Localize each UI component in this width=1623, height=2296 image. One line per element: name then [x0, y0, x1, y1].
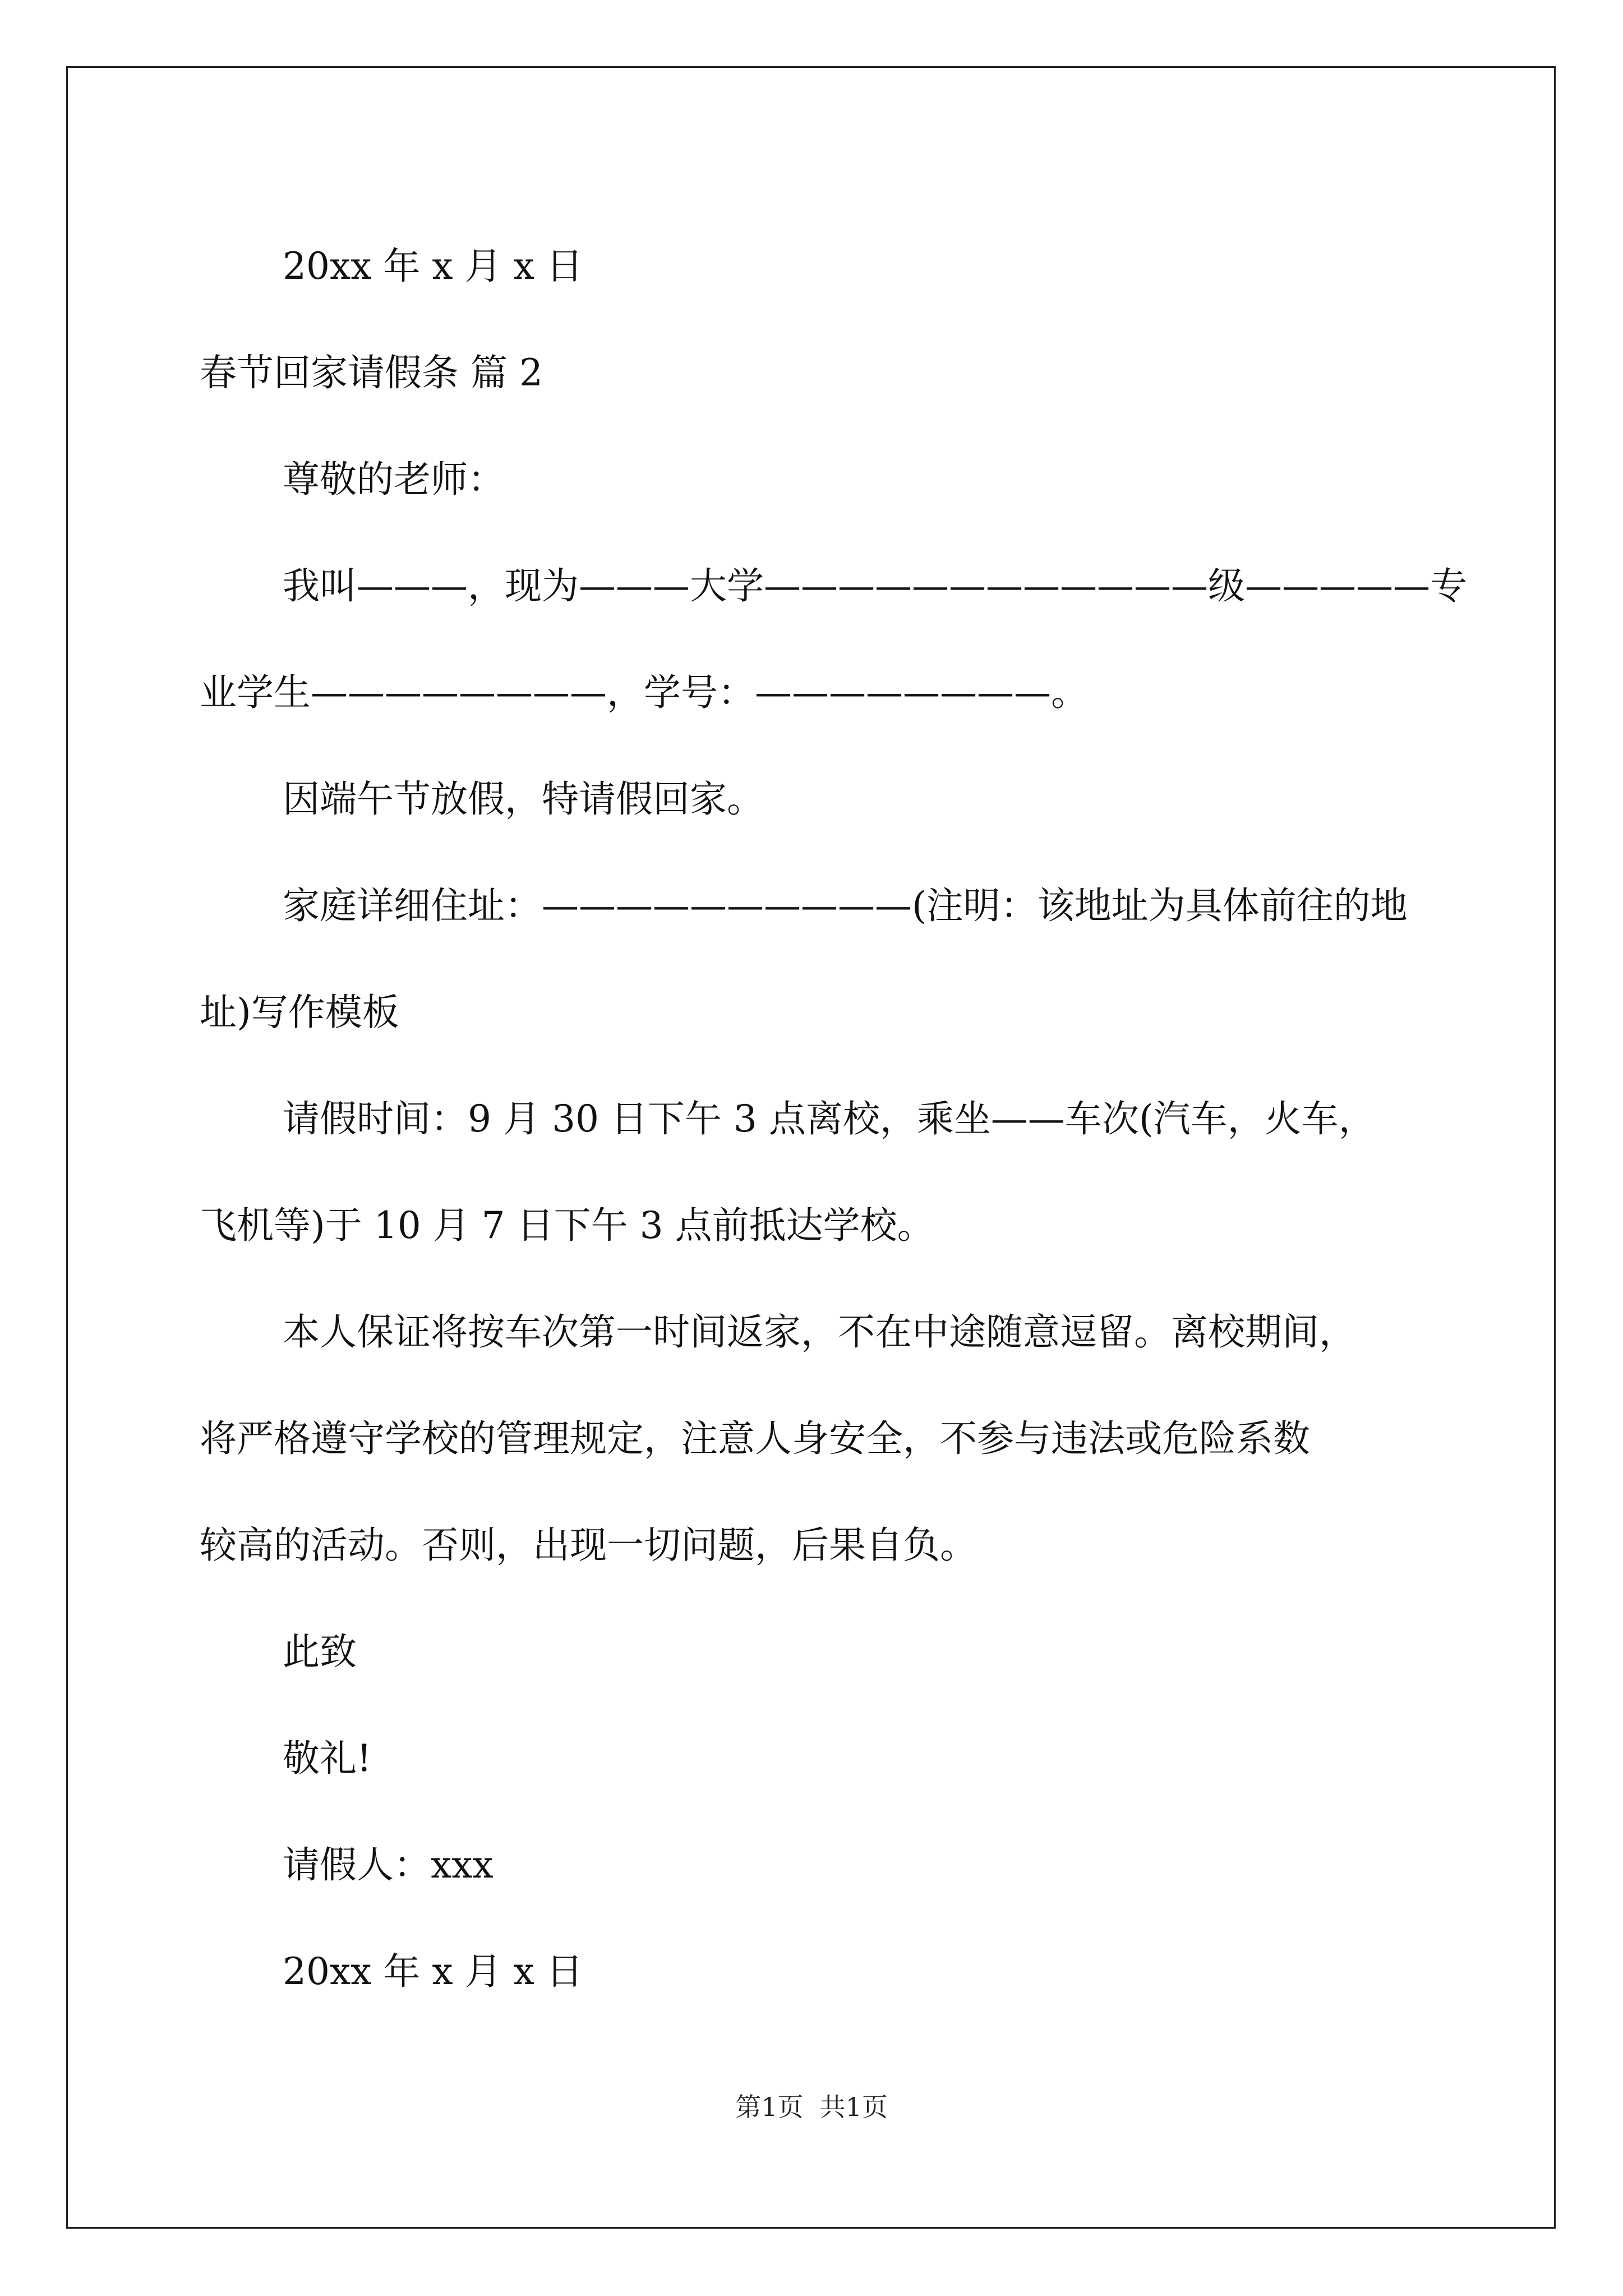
- paragraph-intro-line-1: 我叫———，现为———大学————————————级—————专: [283, 564, 1467, 608]
- closing-regards: 敬礼!: [283, 1737, 372, 1780]
- applicant-signature: 请假人：xxx: [283, 1843, 494, 1887]
- paragraph-intro-line-2: 业学生————————，学号：————————。: [200, 671, 1088, 714]
- paragraph-time-line-1: 请假时间：9 月 30 日下午 3 点离校，乘坐——车次(汽车，火车，: [283, 1097, 1376, 1140]
- paragraph-pledge-line-2: 将严格遵守学校的管理规定，注意人身安全，不参与违法或危险系数: [200, 1417, 1310, 1460]
- page-indicator: 第1页 共1页: [735, 2092, 888, 2122]
- document-body: [200, 213, 1467, 2025]
- section-heading: 春节回家请假条 篇 2: [200, 351, 543, 394]
- paragraph-address-line-2: 址)写作模板: [200, 991, 399, 1034]
- date-line-top: 20xx 年 x 月 x 日: [283, 245, 583, 288]
- salutation: 尊敬的老师：: [283, 458, 505, 501]
- paragraph-pledge-line-1: 本人保证将按车次第一时间返家，不在中途随意逗留。离校期间，: [283, 1310, 1356, 1354]
- paragraph-pledge-line-3: 较高的活动。否则，出现一切问题，后果自负。: [200, 1524, 977, 1567]
- closing-phrase: 此致: [283, 1630, 357, 1673]
- paragraph-reason: 因端午节放假，特请假回家。: [283, 777, 764, 821]
- paragraph-time-line-2: 飞机等)于 10 月 7 日下午 3 点前抵达学校。: [200, 1204, 934, 1247]
- paragraph-address-line-1: 家庭详细住址：——————————(注明：该地址为具体前往的地: [283, 884, 1408, 927]
- date-line-bottom: 20xx 年 x 月 x 日: [283, 1950, 583, 1993]
